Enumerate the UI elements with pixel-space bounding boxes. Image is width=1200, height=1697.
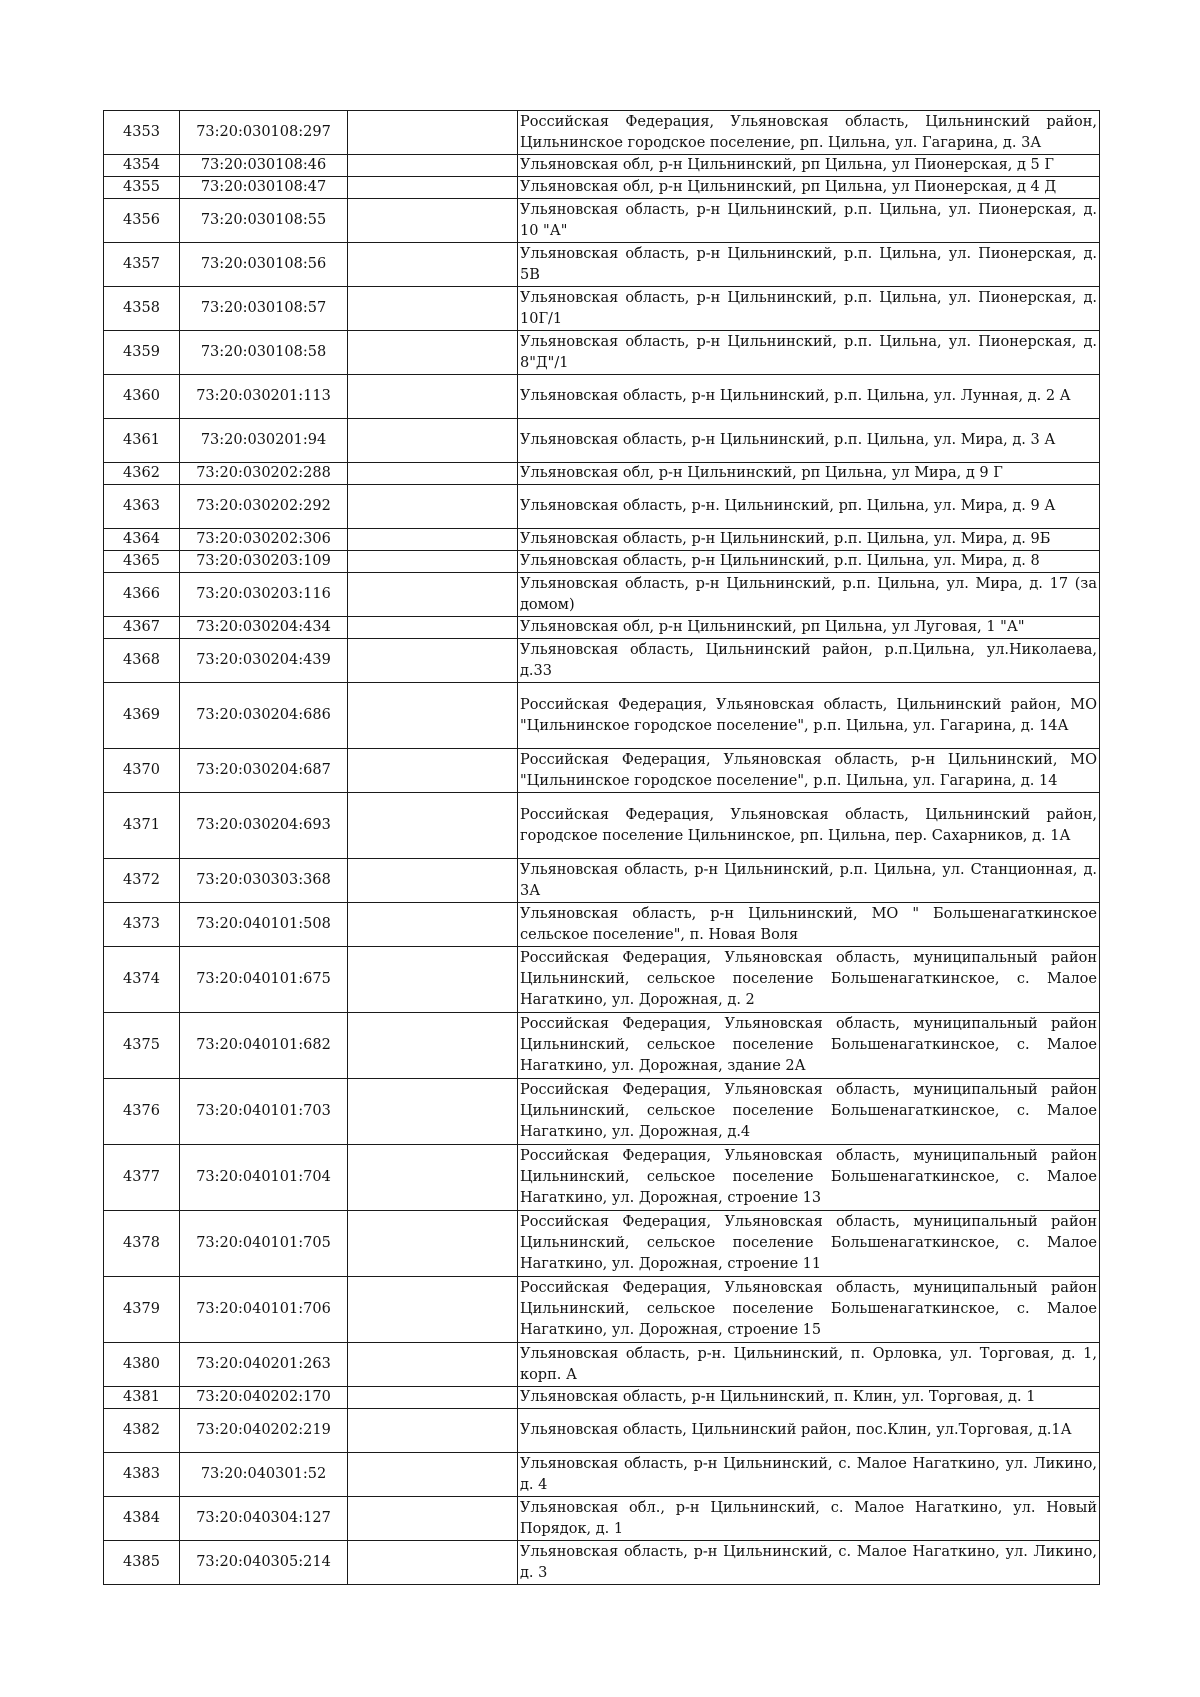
cadastral-number: 73:20:030203:116 xyxy=(180,573,348,617)
address-cell: Российская Федерация, Ульяновская область, р-н Цильнинский, МО "Цильнинское городское поселение", р.п. Цильна, ул. Гагарина, д. 14 xyxy=(518,749,1100,793)
address-cell: Ульяновская обл, р-н Цильнинский, рп Цильна, ул Пионерская, д 4 Д xyxy=(518,177,1100,199)
table-row xyxy=(104,903,1100,947)
cadastral-number: 73:20:040101:706 xyxy=(180,1277,348,1343)
cadastral-number: 73:20:030201:94 xyxy=(180,419,348,463)
table-row xyxy=(104,617,1100,639)
cadastral-number: 73:20:040201:263 xyxy=(180,1343,348,1387)
address-cell: Ульяновская область, р-н Цильнинский, р.п. Цильна, ул. Станционная, д. 3А xyxy=(518,859,1100,903)
table-row xyxy=(104,177,1100,199)
table-row xyxy=(104,1453,1100,1497)
cadastral-number: 73:20:030108:46 xyxy=(180,155,348,177)
row-number: 4353 xyxy=(104,111,180,155)
row-number: 4384 xyxy=(104,1497,180,1541)
address-cell: Ульяновская обл, р-н Цильнинский, рп Цильна, ул Луговая, 1 "А" xyxy=(518,617,1100,639)
table-row xyxy=(104,1013,1100,1079)
row-number: 4361 xyxy=(104,419,180,463)
cadastral-number: 73:20:030202:306 xyxy=(180,529,348,551)
address-cell: Ульяновская область, р-н Цильнинский, р.п. Цильна, ул. Мира, д. 9Б xyxy=(518,529,1100,551)
row-number: 4365 xyxy=(104,551,180,573)
row-number: 4376 xyxy=(104,1079,180,1145)
address-cell: Ульяновская обл, р-н Цильнинский, рп Цильна, ул Пионерская, д 5 Г xyxy=(518,155,1100,177)
table-row xyxy=(104,683,1100,749)
address-cell: Ульяновская область, р-н. Цильнинский, п. Орловка, ул. Торговая, д. 1, корп. А xyxy=(518,1343,1100,1387)
table-row xyxy=(104,111,1100,155)
cadastral-number: 73:20:030303:368 xyxy=(180,859,348,903)
note-cell xyxy=(348,155,518,177)
cadastral-number: 73:20:040101:705 xyxy=(180,1211,348,1277)
note-cell xyxy=(348,683,518,749)
row-number: 4354 xyxy=(104,155,180,177)
note-cell xyxy=(348,617,518,639)
address-cell: Ульяновская область, р-н Цильнинский, п. Клин, ул. Торговая, д. 1 xyxy=(518,1387,1100,1409)
row-number: 4358 xyxy=(104,287,180,331)
row-number: 4357 xyxy=(104,243,180,287)
address-cell: Ульяновская область, р-н Цильнинский, с. Малое Нагаткино, ул. Ликино, д. 4 xyxy=(518,1453,1100,1497)
row-number: 4355 xyxy=(104,177,180,199)
cadastral-number: 73:20:030204:693 xyxy=(180,793,348,859)
note-cell xyxy=(348,573,518,617)
table-row xyxy=(104,529,1100,551)
cadastral-number: 73:20:030108:58 xyxy=(180,331,348,375)
cadastral-number: 73:20:040305:214 xyxy=(180,1541,348,1585)
cadastral-number: 73:20:040101:704 xyxy=(180,1145,348,1211)
row-number: 4359 xyxy=(104,331,180,375)
cadastral-number: 73:20:040202:170 xyxy=(180,1387,348,1409)
address-cell: Российская Федерация, Ульяновская область, муниципальный район Цильнинский, сельское поселение Большенагаткинское, с. Малое Нагаткино, ул. Дорожная, здание 2А xyxy=(518,1013,1100,1079)
cadastral-number: 73:20:030204:439 xyxy=(180,639,348,683)
note-cell xyxy=(348,331,518,375)
table-row xyxy=(104,1343,1100,1387)
address-cell: Российская Федерация, Ульяновская область, Цильнинский район, Цильнинское городское поселение, рп. Цильна, ул. Гагарина, д. 3А xyxy=(518,111,1100,155)
table-row xyxy=(104,793,1100,859)
note-cell xyxy=(348,551,518,573)
cadastral-number: 73:20:040304:127 xyxy=(180,1497,348,1541)
table-row xyxy=(104,375,1100,419)
table-row xyxy=(104,1497,1100,1541)
cadastral-number: 73:20:040101:682 xyxy=(180,1013,348,1079)
row-number: 4362 xyxy=(104,463,180,485)
cadastral-number: 73:20:030108:56 xyxy=(180,243,348,287)
note-cell xyxy=(348,111,518,155)
table-row xyxy=(104,1277,1100,1343)
row-number: 4371 xyxy=(104,793,180,859)
row-number: 4381 xyxy=(104,1387,180,1409)
note-cell xyxy=(348,859,518,903)
row-number: 4374 xyxy=(104,947,180,1013)
row-number: 4377 xyxy=(104,1145,180,1211)
row-number: 4364 xyxy=(104,529,180,551)
note-cell xyxy=(348,1079,518,1145)
address-cell: Ульяновская область, р-н Цильнинский, р.п. Цильна, ул. Пионерская, д. 10 "А" xyxy=(518,199,1100,243)
address-cell: Российская Федерация, Ульяновская область, муниципальный район Цильнинский, сельское поселение Большенагаткинское, с. Малое Нагаткино, ул. Дорожная, д. 2 xyxy=(518,947,1100,1013)
cadastral-number: 73:20:030204:687 xyxy=(180,749,348,793)
note-cell xyxy=(348,199,518,243)
cadastral-number: 73:20:030201:113 xyxy=(180,375,348,419)
row-number: 4366 xyxy=(104,573,180,617)
address-cell: Ульяновская область, р-н Цильнинский, р.п. Цильна, ул. Пионерская, д. 10Г/1 xyxy=(518,287,1100,331)
note-cell xyxy=(348,1277,518,1343)
table-row xyxy=(104,331,1100,375)
address-cell: Ульяновская область, р-н Цильнинский, р.п. Цильна, ул. Мира, д. 3 А xyxy=(518,419,1100,463)
cadastral-number: 73:20:040202:219 xyxy=(180,1409,348,1453)
note-cell xyxy=(348,1453,518,1497)
table-row xyxy=(104,1541,1100,1585)
address-cell: Ульяновская область, р-н Цильнинский, р.п. Цильна, ул. Мира, д. 8 xyxy=(518,551,1100,573)
table-row xyxy=(104,1145,1100,1211)
address-cell: Российская Федерация, Ульяновская область, муниципальный район Цильнинский, сельское поселение Большенагаткинское, с. Малое Нагаткино, ул. Дорожная, строение 15 xyxy=(518,1277,1100,1343)
table-row xyxy=(104,419,1100,463)
note-cell xyxy=(348,1211,518,1277)
address-cell: Ульяновская область, Цильнинский район, р.п.Цильна, ул.Николаева, д.33 xyxy=(518,639,1100,683)
address-cell: Ульяновская область, р-н Цильнинский, с. Малое Нагаткино, ул. Ликино, д. 3 xyxy=(518,1541,1100,1585)
note-cell xyxy=(348,639,518,683)
row-number: 4360 xyxy=(104,375,180,419)
cadastral-number: 73:20:030108:297 xyxy=(180,111,348,155)
note-cell xyxy=(348,287,518,331)
note-cell xyxy=(348,1387,518,1409)
row-number: 4383 xyxy=(104,1453,180,1497)
cadastral-number: 73:20:040101:508 xyxy=(180,903,348,947)
cadastral-number: 73:20:040101:703 xyxy=(180,1079,348,1145)
note-cell xyxy=(348,177,518,199)
table-row xyxy=(104,155,1100,177)
cadastral-number: 73:20:030108:47 xyxy=(180,177,348,199)
address-cell: Ульяновская область, р-н. Цильнинский, рп. Цильна, ул. Мира, д. 9 А xyxy=(518,485,1100,529)
note-cell xyxy=(348,1541,518,1585)
address-cell: Ульяновская область, р-н Цильнинский, МО " Большенагаткинское сельское поселение", п. Новая Воля xyxy=(518,903,1100,947)
table-row xyxy=(104,1211,1100,1277)
table-row xyxy=(104,463,1100,485)
row-number: 4375 xyxy=(104,1013,180,1079)
address-cell: Ульяновская область, р-н Цильнинский, р.п. Цильна, ул. Пионерская, д. 5В xyxy=(518,243,1100,287)
cadastral-number: 73:20:030202:288 xyxy=(180,463,348,485)
table-row xyxy=(104,1409,1100,1453)
row-number: 4368 xyxy=(104,639,180,683)
note-cell xyxy=(348,1013,518,1079)
note-cell xyxy=(348,463,518,485)
row-number: 4369 xyxy=(104,683,180,749)
registry-table xyxy=(103,110,1100,1585)
cadastral-number: 73:20:030202:292 xyxy=(180,485,348,529)
table-row xyxy=(104,859,1100,903)
address-cell: Ульяновская обл., р-н Цильнинский, с. Малое Нагаткино, ул. Новый Порядок, д. 1 xyxy=(518,1497,1100,1541)
row-number: 4372 xyxy=(104,859,180,903)
note-cell xyxy=(348,749,518,793)
row-number: 4378 xyxy=(104,1211,180,1277)
table-row xyxy=(104,749,1100,793)
address-cell: Российская Федерация, Ульяновская область, муниципальный район Цильнинский, сельское поселение Большенагаткинское, с. Малое Нагаткино, ул. Дорожная, строение 11 xyxy=(518,1211,1100,1277)
row-number: 4356 xyxy=(104,199,180,243)
table-row xyxy=(104,199,1100,243)
address-cell: Ульяновская область, Цильнинский район, пос.Клин, ул.Торговая, д.1А xyxy=(518,1409,1100,1453)
row-number: 4367 xyxy=(104,617,180,639)
row-number: 4373 xyxy=(104,903,180,947)
note-cell xyxy=(348,529,518,551)
address-cell: Российская Федерация, Ульяновская область, муниципальный район Цильнинский, сельское поселение Большенагаткинское, с. Малое Нагаткино, ул. Дорожная, д.4 xyxy=(518,1079,1100,1145)
note-cell xyxy=(348,1343,518,1387)
row-number: 4380 xyxy=(104,1343,180,1387)
cadastral-number: 73:20:030204:434 xyxy=(180,617,348,639)
row-number: 4363 xyxy=(104,485,180,529)
note-cell xyxy=(348,1145,518,1211)
note-cell xyxy=(348,419,518,463)
cadastral-number: 73:20:030204:686 xyxy=(180,683,348,749)
note-cell xyxy=(348,793,518,859)
table-row xyxy=(104,1387,1100,1409)
row-number: 4385 xyxy=(104,1541,180,1585)
cadastral-number: 73:20:040101:675 xyxy=(180,947,348,1013)
table-row xyxy=(104,573,1100,617)
address-cell: Ульяновская область, р-н Цильнинский, р.п. Цильна, ул. Пионерская, д. 8"Д"/1 xyxy=(518,331,1100,375)
address-cell: Российская Федерация, Ульяновская область, Цильнинский район, городское поселение Цильнинское, рп. Цильна, пер. Сахарников, д. 1А xyxy=(518,793,1100,859)
cadastral-number: 73:20:040301:52 xyxy=(180,1453,348,1497)
note-cell xyxy=(348,1497,518,1541)
note-cell xyxy=(348,1409,518,1453)
table-row xyxy=(104,287,1100,331)
table-row xyxy=(104,947,1100,1013)
row-number: 4379 xyxy=(104,1277,180,1343)
note-cell xyxy=(348,485,518,529)
table-row xyxy=(104,1079,1100,1145)
table-row xyxy=(104,551,1100,573)
row-number: 4370 xyxy=(104,749,180,793)
note-cell xyxy=(348,243,518,287)
row-number: 4382 xyxy=(104,1409,180,1453)
note-cell xyxy=(348,903,518,947)
table-row xyxy=(104,485,1100,529)
address-cell: Российская Федерация, Ульяновская область, муниципальный район Цильнинский, сельское поселение Большенагаткинское, с. Малое Нагаткино, ул. Дорожная, строение 13 xyxy=(518,1145,1100,1211)
cadastral-number: 73:20:030203:109 xyxy=(180,551,348,573)
address-cell: Ульяновская обл, р-н Цильнинский, рп Цильна, ул Мира, д 9 Г xyxy=(518,463,1100,485)
table-row xyxy=(104,243,1100,287)
address-cell: Ульяновская область, р-н Цильнинский, р.п. Цильна, ул. Мира, д. 17 (за домом) xyxy=(518,573,1100,617)
address-cell: Ульяновская область, р-н Цильнинский, р.п. Цильна, ул. Лунная, д. 2 А xyxy=(518,375,1100,419)
note-cell xyxy=(348,375,518,419)
table-row xyxy=(104,639,1100,683)
cadastral-number: 73:20:030108:57 xyxy=(180,287,348,331)
cadastral-number: 73:20:030108:55 xyxy=(180,199,348,243)
note-cell xyxy=(348,947,518,1013)
address-cell: Российская Федерация, Ульяновская область, Цильнинский район, МО "Цильнинское городское поселение", р.п. Цильна, ул. Гагарина, д. 14А xyxy=(518,683,1100,749)
registry-table-body xyxy=(104,111,1100,1585)
